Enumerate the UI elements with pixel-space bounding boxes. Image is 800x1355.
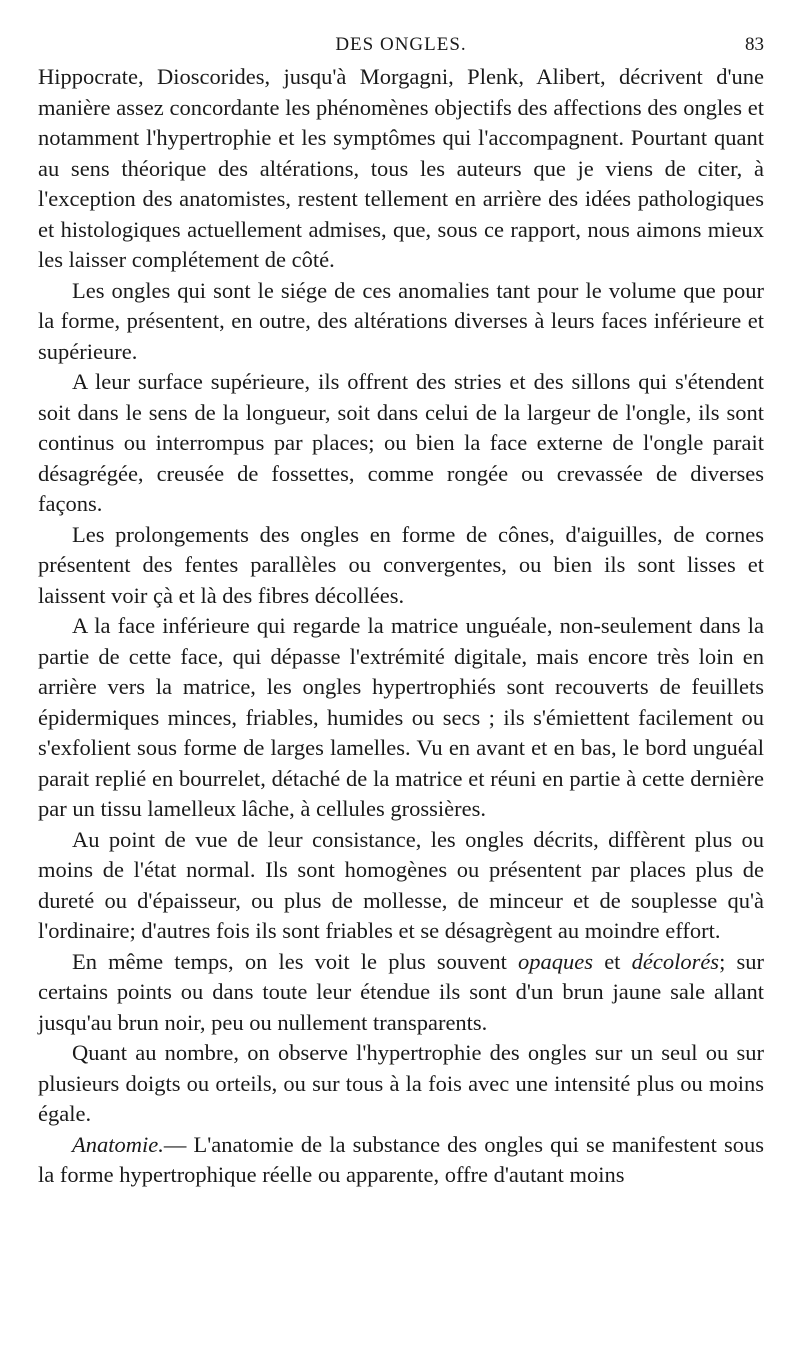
paragraph-7 (38, 947, 764, 1039)
paragraph-5: A la face inférieure qui regarde la matrice unguéale, non-seulement dans la partie de cette face, qui dépasse l'extrémité digitale, mais encore très loin en arrière vers la matrice, les ongles hypertrophiés sont recouverts de feuillets épidermiques minces, friables, humides ou secs ; ils s'émiettent facilement ou s'exfolient sous forme de larges lamelles. Vu en avant et en bas, le bord unguéal parait replié en bourrelet, détaché de la matrice et réuni en partie à cette dernière par un tissu lamelleux lâche, à cellules grossières. (38, 613, 764, 821)
running-title: DES ONGLES. (335, 34, 467, 55)
running-head (38, 34, 764, 58)
paragraph-7-text-c: ; sur certains points ou dans toute leur étendue ils sont d'un brun jaune sale allant jusqu'au brun noir, peu ou nullement transparents. (38, 948, 764, 1035)
body-text (38, 62, 764, 1191)
paragraph-9-text: — L'anatomie de la substance des ongles qui se manifestent sous la forme hypertrophique réelle ou apparente, offre d'autant moins (38, 1131, 764, 1187)
paragraph-2: Les ongles qui sont le siége de ces anomalies tant pour le volume que pour la forme, présentent, en outre, des altérations diverses à leurs faces inférieure et supérieure. (38, 277, 764, 364)
paragraph-3: A leur surface supérieure, ils offrent des stries et des sillons qui s'étendent soit dans le sens de la longueur, soit dans celui de la largeur de l'ongle, ils sont continus ou interrompus par places; ou bien la face externe de l'ongle parait désagrégée, creusée de fossettes, comme rongée ou crevassée de diverses façons. (38, 369, 764, 516)
page-number: 83 (745, 34, 764, 55)
section-label-anatomie: Anatomie. (72, 1131, 164, 1157)
paragraph-1: Hippocrate, Dioscorides, jusqu'à Morgagni, Plenk, Alibert, décrivent d'une manière assez concordante les phénomènes objectifs des affections des ongles et notamment l'hypertrophie et les symptômes qui l'accompagnent. Pourtant quant au sens théorique des altérations, tous les auteurs que je viens de citer, à l'exception des anatomistes, restent tellement en arrière des idées pathologiques et histologiques actuellement admises, que, sous ce rapport, nous aimons mieux les laisser complétement de côté. (38, 64, 764, 272)
paragraph-7-text-b: et (593, 948, 632, 974)
paragraph-4: Les prolongements des ongles en forme de cônes, d'aiguilles, de cornes présentent des fentes parallèles ou convergentes, ou bien ils sont lisses et laissent voir çà et là des fibres décollées. (38, 521, 764, 608)
paragraph-8: Quant au nombre, on observe l'hypertrophie des ongles sur un seul ou sur plusieurs doigts ou orteils, ou sur tous à la fois avec une intensité plus ou moins égale. (38, 1040, 764, 1126)
term-decolores: décolorés (631, 948, 720, 974)
term-opaques: opaques (518, 948, 594, 974)
paragraph-6: Au point de vue de leur consistance, les ongles décrits, diffèrent plus ou moins de l'état normal. Ils sont homogènes ou présentent par places plus de dureté ou d'épaisseur, ou plus de mollesse, de minceur et de souplesse qu'à l'ordinaire; d'autres fois ils sont friables et se désagrègent au moindre effort. (38, 826, 764, 943)
paragraph-9 (38, 1130, 764, 1191)
paragraph-7-text-a: En même temps, on les voit le plus souvent (72, 948, 519, 974)
